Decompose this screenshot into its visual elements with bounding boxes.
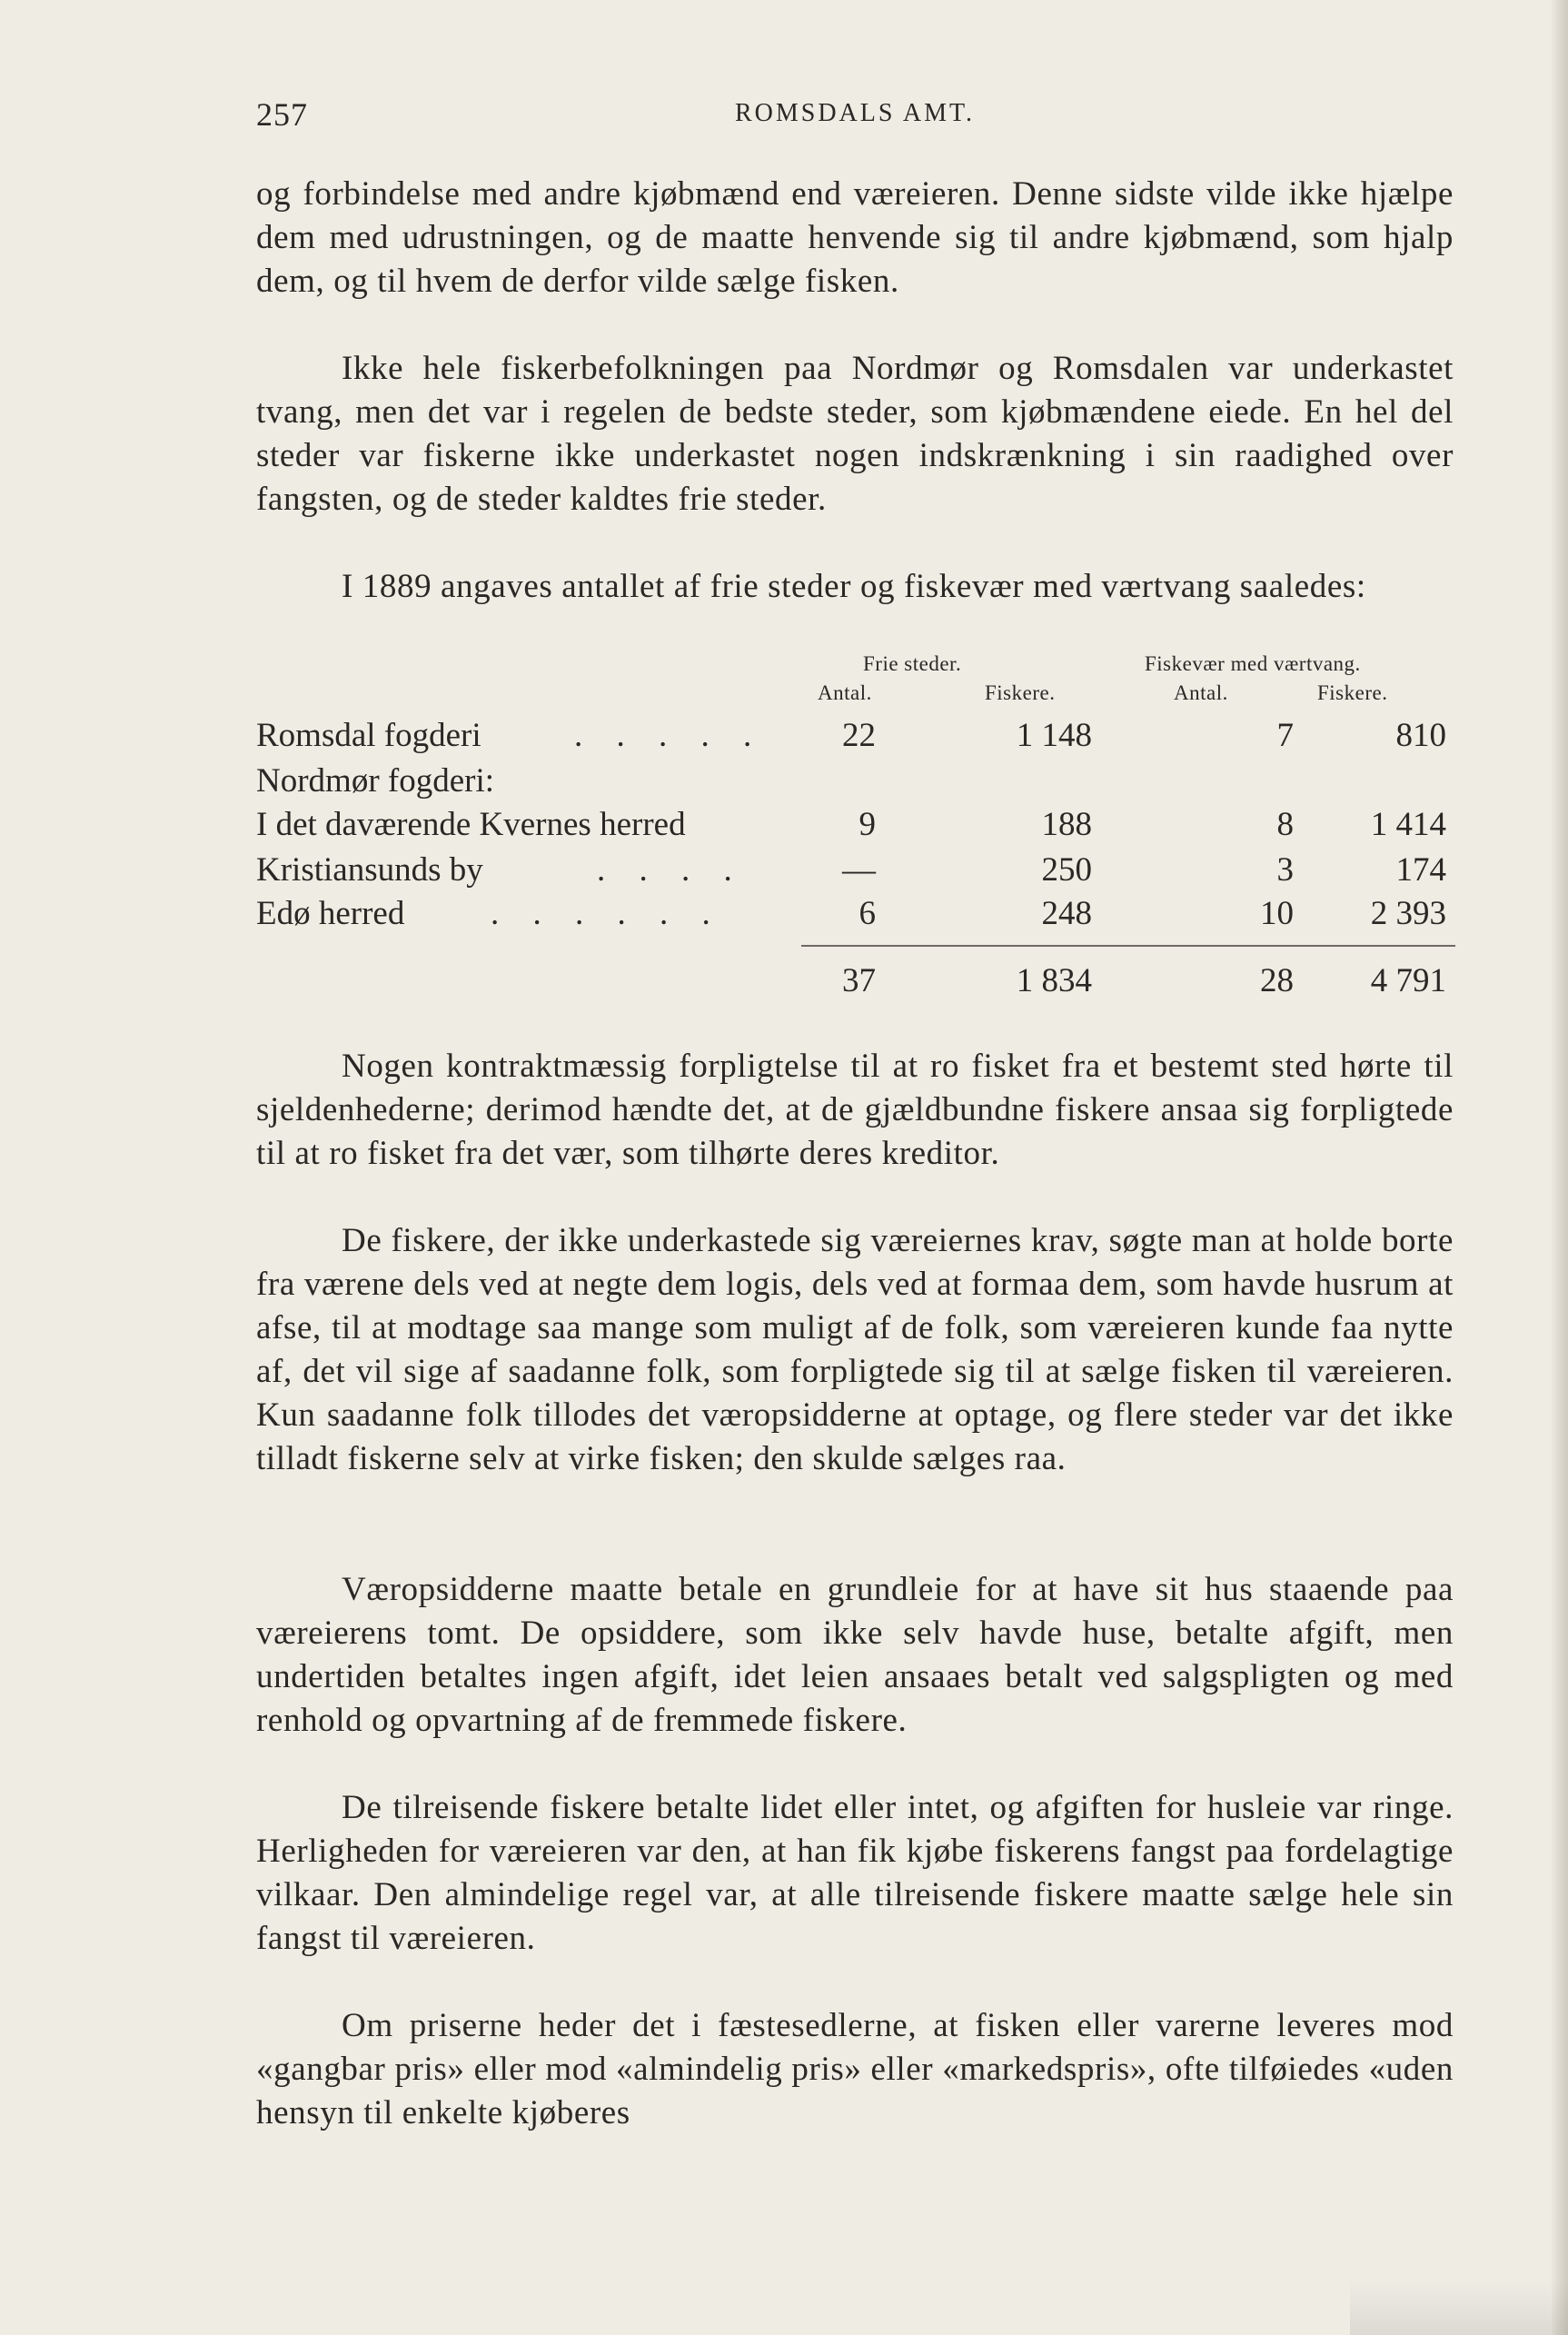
cell: 8 <box>1276 806 1294 843</box>
paragraph: Ikke hele fiskerbefolkningen paa Nordmør og Romsdalen var underkastet tvang, men det var i regelen de bedste steder, som kjøbmændene eiede. En hel del steder var fiskerne ikke underkastet nogen indskrænkning i sin raadighed over fangsten, og de steder kaldtes frie steder. <box>256 350 1454 518</box>
table-row <box>256 716 1454 760</box>
total-cell: 28 <box>1260 962 1294 999</box>
page-header <box>256 95 1454 141</box>
table-row <box>256 805 1454 849</box>
totals-row <box>256 961 1454 1005</box>
cell: 3 <box>1276 851 1294 889</box>
group-head-fiskevaer: Fiskevær med værtvang. <box>1145 652 1361 675</box>
paragraph: Væropsidderne maatte betale en grundleie for at have sit hus staaende paa væreierens tomt. De opsiddere, som ikke selv havde huse, betalte afgift, men undertiden betaltes ingen afgift, idet leien ansaaes betalt ved salgspligten og med renhold og opvartning af de fremmede fiskere. <box>256 1571 1454 1739</box>
table-row <box>256 850 1454 894</box>
cell: 6 <box>858 895 876 932</box>
cell: 1 414 <box>1370 806 1446 843</box>
cell: 174 <box>1395 851 1446 889</box>
paragraph: Om priserne heder det i fæstesedlerne, at fisken eller varerne leveres mod «gangbar pris» eller mod «almindelig pris» eller «markedspris», ofte tilføiedes «uden hensyn til enkelte kjøberes <box>256 2007 1454 2131</box>
cell: 2 393 <box>1370 895 1446 932</box>
text-after-table <box>256 1045 1454 2135</box>
cell: 9 <box>858 806 876 843</box>
sum-rule <box>801 945 1455 947</box>
page-number: 257 <box>256 96 308 133</box>
row-label: Edø herred <box>256 895 405 932</box>
row-label: Kristiansunds by <box>256 851 483 889</box>
sub-head-antal: Antal. <box>818 681 872 704</box>
paragraph: De fiskere, der ikke underkastede sig væreiernes krav, søgte man at holde borte fra værene dels ved at negte dem logis, dels ved at formaa dem, som havde husrum at afse, til at modtage saa mange som muligt af de folk, som væreieren kunde faa nytte af, det vil sige af saadanne folk, som forpligtede sig til at sælge fisken til væreieren. Kun saadanne folk tillodes det væropsidderne at optage, og flere steder var det ikke tilladt fiskerne selv at virke fisken; den skulde sælges raa. <box>256 1222 1454 1477</box>
cell: — <box>842 851 876 889</box>
total-cell: 37 <box>842 962 876 999</box>
sub-head-fiskere: Fiskere. <box>1317 681 1388 704</box>
leader-dots: . . . . . <box>574 717 765 754</box>
cell: 22 <box>842 717 876 754</box>
table-row <box>256 894 1454 938</box>
leader-dots: . . . . <box>597 851 745 889</box>
paragraph: og forbindelse med andre kjøbmænd end væreieren. Denne sidste vilde ikke hjælpe dem med udrustningen, og de maatte henvende sig til andre kjøbmænd, som hjalp dem, og til hvem de derfor vilde sælge fisken. <box>256 175 1454 300</box>
cell: 7 <box>1276 717 1294 754</box>
row-label: Nordmør fogderi: <box>256 762 495 800</box>
fishing-table <box>256 652 1454 1016</box>
cell: 188 <box>1041 806 1092 843</box>
sub-head-antal: Antal. <box>1174 681 1228 704</box>
leader-dots: . . . . . . <box>491 895 723 932</box>
paragraph: I 1889 angaves antallet af frie steder og fiskevær med værtvang saaledes: <box>342 568 1366 605</box>
corner-shadow <box>1350 2280 1568 2335</box>
row-label: I det daværende Kvernes herred <box>256 806 686 843</box>
paragraph: De tilreisende fiskere betalte lidet eller intet, og afgiften for husleie var ringe. Herligheden for væreieren var den, at han fik kjøbe fiskerens fangst paa fordelagtige vilkaar. Den almindelige regel var, at alle tilreisende fiskere maatte sælge hele sin fangst til væreieren. <box>256 1789 1454 1957</box>
cell: 248 <box>1041 895 1092 932</box>
total-cell: 1 834 <box>1016 962 1092 999</box>
cell: 1 148 <box>1016 717 1092 754</box>
paragraph: Nogen kontraktmæssig forpligtelse til at ro fisket fra et bestemt sted hørte til sjeldenhederne; derimod hændte det, at de gjældbundne fiskere ansaa sig forpligtede til at ro fisket fra det vær, som tilhørte deres kreditor. <box>256 1048 1454 1172</box>
text-before-table <box>256 173 1454 609</box>
page-edge-shadow <box>1552 0 1568 2335</box>
cell: 250 <box>1041 851 1092 889</box>
row-label: Romsdal fogderi <box>256 717 481 754</box>
running-title: ROMSDALS AMT. <box>734 99 976 127</box>
table-row <box>256 761 1454 805</box>
group-head-frie-steder: Frie steder. <box>863 652 962 675</box>
sub-head-fiskere: Fiskere. <box>985 681 1056 704</box>
cell: 810 <box>1395 717 1446 754</box>
cell: 10 <box>1260 895 1294 932</box>
total-cell: 4 791 <box>1370 962 1446 999</box>
